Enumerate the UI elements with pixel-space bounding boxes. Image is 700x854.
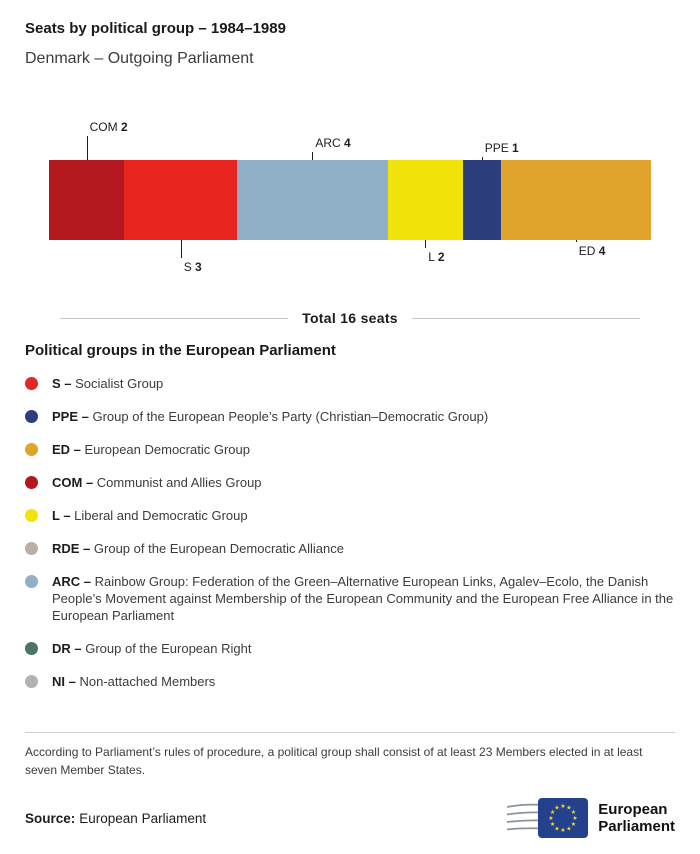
legend-dot-ni <box>25 675 38 688</box>
svg-text:★: ★ <box>554 804 560 812</box>
legend-heading: Political groups in the European Parliament <box>25 342 336 359</box>
bar-segment-s[interactable] <box>124 160 237 240</box>
header <box>0 0 700 68</box>
legend-label-com: COM – Communist and Allies Group <box>52 475 262 490</box>
svg-text:★: ★ <box>554 825 560 833</box>
source-label: Source: <box>25 810 76 826</box>
divider-line-left <box>60 318 288 319</box>
legend-label-dr: DR – Group of the European Right <box>52 641 252 656</box>
footnote: According to Parliament’s rules of procedure, a political group shall consist of at least 23 Members elected in at least seven Member States. <box>25 745 643 777</box>
legend-dot-l <box>25 509 38 522</box>
legend-label-ed: ED – European Democratic Group <box>52 442 250 457</box>
svg-text:★: ★ <box>571 809 577 816</box>
seats-chart <box>0 68 700 278</box>
legend-label-s: S – Socialist Group <box>52 376 164 391</box>
svg-text:★: ★ <box>572 815 578 822</box>
legend-item-ni <box>25 673 675 690</box>
bar-segment-ed[interactable] <box>501 160 652 240</box>
legend-dot-rde <box>25 542 38 555</box>
svg-text:★: ★ <box>550 821 556 828</box>
callout-label-s: S 3 <box>183 260 202 274</box>
legend-item-s <box>25 375 675 392</box>
legend <box>0 342 700 690</box>
legend-label-ppe: PPE – Group of the European People’s Party (Christian–Democratic Group) <box>52 409 489 424</box>
footer <box>0 795 700 851</box>
bar-segment-l[interactable] <box>388 160 463 240</box>
svg-text:★: ★ <box>548 815 554 822</box>
legend-dot-ed <box>25 443 38 456</box>
legend-label-arc: ARC – Rainbow Group: Federation of the Green–Alternative European Links, Agalev–Ecolo, the Danish People’s Movement against Membership of the European Community and the European Free Alliance in the European Parliament <box>52 574 674 623</box>
svg-text:★: ★ <box>571 821 577 828</box>
legend-dot-com <box>25 476 38 489</box>
svg-text:★: ★ <box>560 803 566 810</box>
legend-item-rde <box>25 540 675 557</box>
source-value: European Parliament <box>79 810 207 826</box>
divider-line-right <box>412 318 640 319</box>
legend-item-l <box>25 507 675 524</box>
legend-item-ppe <box>25 408 675 425</box>
stacked-bar <box>49 120 651 274</box>
logo-text <box>598 801 675 836</box>
legend-dot-arc <box>25 575 38 588</box>
page-subtitle: Denmark – Outgoing Parliament <box>25 50 254 67</box>
logo-line2: Parliament <box>598 818 675 835</box>
total-seats-divider <box>60 310 640 326</box>
legend-item-com <box>25 474 675 491</box>
legend-label-ni: NI – Non-attached Members <box>52 674 216 689</box>
legend-item-arc <box>25 573 675 624</box>
callout-label-arc: ARC 4 <box>315 136 351 150</box>
callout-label-l: L 2 <box>428 250 445 264</box>
legend-dot-ppe <box>25 410 38 423</box>
callout-label-ppe: PPE 1 <box>484 141 519 155</box>
callout-label-ed: ED 4 <box>578 244 606 258</box>
legend-dot-s <box>25 377 38 390</box>
svg-text:★: ★ <box>566 825 572 833</box>
bar-segment-arc[interactable] <box>237 160 388 240</box>
page-title: Seats by political group – 1984–1989 <box>25 20 286 37</box>
svg-text:★: ★ <box>550 809 556 816</box>
svg-text:★: ★ <box>566 804 572 812</box>
legend-list <box>25 375 675 690</box>
bar-segment-com[interactable] <box>49 160 124 240</box>
eu-flag-icon <box>506 795 590 841</box>
legend-item-dr <box>25 640 675 657</box>
legend-dot-dr <box>25 642 38 655</box>
european-parliament-logo <box>506 795 675 841</box>
total-seats-label: Total 16 seats <box>302 310 398 326</box>
legend-label-l: L – Liberal and Democratic Group <box>52 508 248 523</box>
legend-label-rde: RDE – Group of the European Democratic Alliance <box>52 541 344 556</box>
svg-text:★: ★ <box>560 827 566 834</box>
logo-line1: European <box>598 800 668 818</box>
legend-item-ed <box>25 441 675 458</box>
bar-segment-ppe[interactable] <box>463 160 501 240</box>
callout-label-com: COM 2 <box>89 120 128 134</box>
source <box>25 811 206 826</box>
